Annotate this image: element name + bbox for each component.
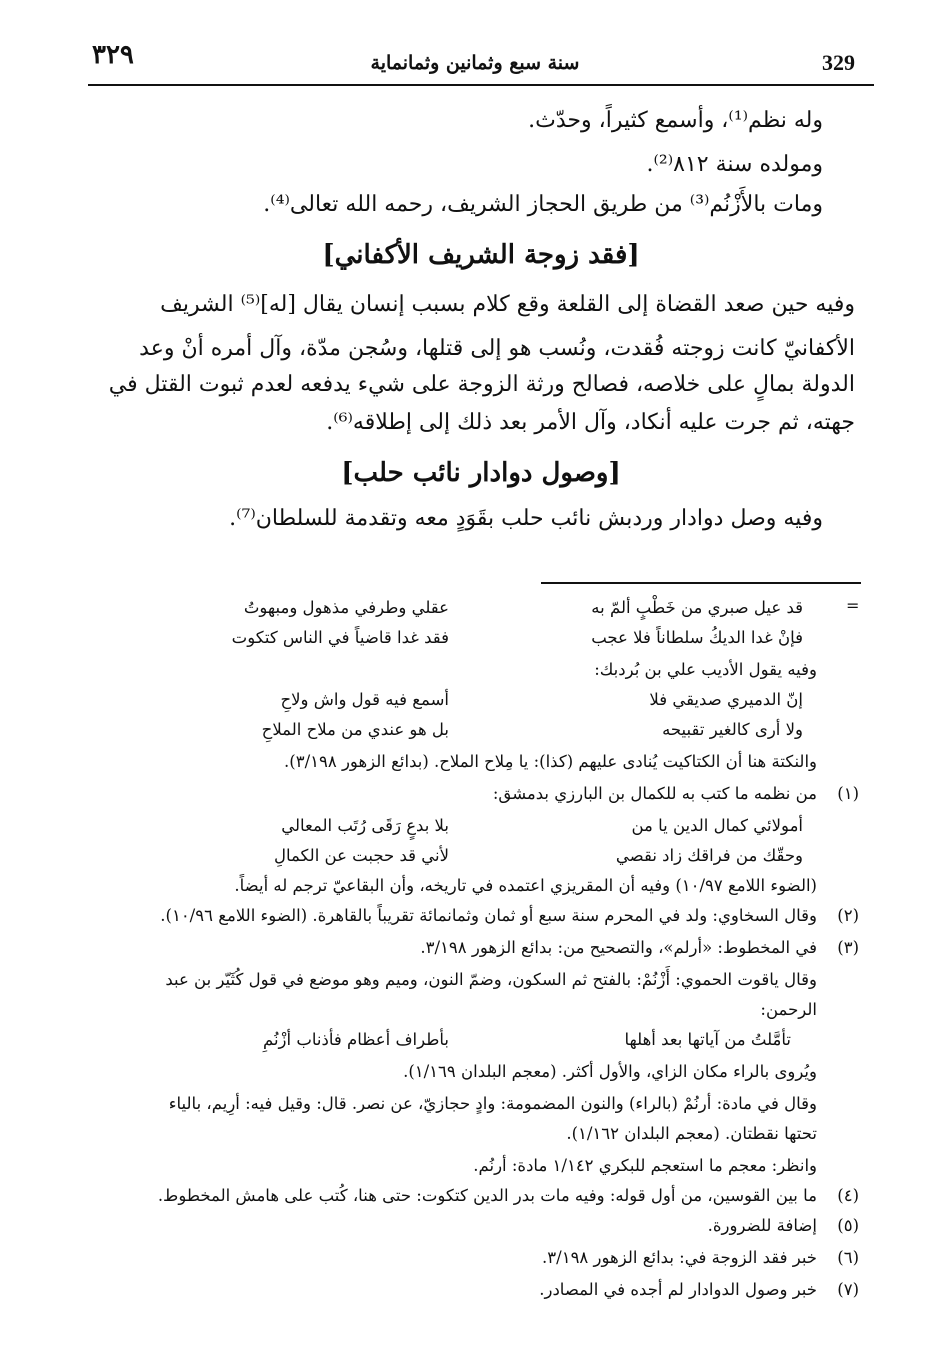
paragraph-line: وفيه حين صعد القضاة إلى القلعة وقع كلام بسبب إنسان يقال [له]⁽⁵⁾ الشريف xyxy=(160,292,855,317)
paragraph-line: وفيه وصل دوادار وردبش نائب حلب بقَوَدٍ معه وتقدمة للسلطان⁽⁷⁾. xyxy=(229,506,823,531)
body-line: ومولده سنة ٨١٢⁽²⁾. xyxy=(646,152,823,177)
footnote-number: (٧) xyxy=(837,1280,859,1299)
paragraph-line: جهته، ثم جرت عليه أنكاد، وآل الأمر بعد ذلك إلى إطلاقه⁽⁶⁾. xyxy=(326,410,855,435)
paragraph-line: الأكفانيّ كانت زوجته فُقدت، ونُسب هو إلى قتلها، وسُجن مدّة، وآل أمره أنْ وعد xyxy=(139,336,855,361)
footnote-text: في المخطوط: «أرلم»، والتصحيح من: بدائع الزهور ٣/١٩٨. xyxy=(420,938,817,957)
verse-hemistich: بل هو عندي من ملاح الملاحِ xyxy=(261,720,449,739)
footnote-text: إضافة للضرورة. xyxy=(707,1216,817,1235)
verse-hemistich: بأطراف أعظام فأذناب أزْنُمِ xyxy=(262,1030,449,1049)
verse-hemistich: لأني قد حجبت عن الكمالِ xyxy=(274,846,449,865)
footnote-number: (٦) xyxy=(837,1248,859,1267)
verse-hemistich: عقلي وطرفي مذهول ومبهوتُ xyxy=(243,598,449,617)
footnote-number: (٥) xyxy=(837,1216,859,1235)
footnote-line: وانظر: معجم ما استعجم للبكري ١/١٤٢ مادة: أرنُم. xyxy=(473,1156,817,1175)
footnote-rule xyxy=(541,582,861,584)
continuation-mark: = xyxy=(846,596,860,615)
footnote-number: (١) xyxy=(837,784,859,803)
running-title: سنة سبع وثمانين وثمانماية xyxy=(370,52,580,74)
body-line: ومات بالأَزْنُم⁽³⁾ من طريق الحجاز الشريف، رحمه الله تعالى⁽⁴⁾. xyxy=(263,192,823,217)
verse-hemistich: أمولائي كمال الدين يا من xyxy=(631,816,803,835)
verse-hemistich: فقد غدا قاضياً في الناس كتكوت xyxy=(231,628,449,647)
header-rule xyxy=(88,84,874,86)
body-line: وله نظم⁽¹⁾، وأسمع كثيراً، وحدّث. xyxy=(528,108,823,133)
verse-hemistich: بلا بدعٍ رَقَى رُتَب المعالي xyxy=(281,816,449,835)
verse-hemistich: قد عيل صبري من خَطْبٍ ألمّ به xyxy=(591,598,803,617)
page-number-latin: 329 xyxy=(822,50,855,75)
footnote-text: من نظمه ما كتب به للكمال بن البارزي بدمشق: xyxy=(492,784,817,803)
verse-hemistich: وحقّك من فراقك زاد نقصي xyxy=(615,846,803,865)
verse-hemistich: فإنْ غدا الديكُ سلطاناً فلا عجب xyxy=(591,628,803,647)
footnote-text: ما بين القوسين، من أول قوله: وفيه مات بدر الدين كتكوت: حتى هنا، كُتب على هامش المخطوط. xyxy=(157,1186,817,1205)
footnote-number: (٢) xyxy=(837,906,859,925)
footnote-text: خبر وصول الدوادار لم أجده في المصادر. xyxy=(539,1280,817,1299)
verse-hemistich: أسمع فيه قول واش ولاحِ xyxy=(280,690,449,709)
footnote-number: (٤) xyxy=(837,1186,859,1205)
paragraph-line: الدولة بمالٍ على خلاصه، فصالح ورثة الزوجة على شيء يدفعه لعدم ثبوت القتل في xyxy=(108,372,855,397)
footnote-text: خبر فقد الزوجة في: بدائع الزهور ٣/١٩٨. xyxy=(542,1248,817,1267)
section-heading: [فقد زوجة الشريف الأكفاني] xyxy=(322,240,640,270)
footnote-line: وقال في مادة: أرنُمْ (بالراء) والنون المضمومة: وادٍ حجازيّ، عن نصر. قال: وقيل فيه: أرِيم، بالياء xyxy=(168,1094,817,1113)
footnote-line: وقال ياقوت الحموي: أَزْنُمْ: بالفتح ثم السكون، وضمّ النون، وميم وهو موضع في قول كُثَيّر بن عبد xyxy=(165,970,817,989)
footnote-line: وفيه يقول الأديب علي بن بُردبك: xyxy=(594,660,817,679)
footnote-text: وقال السخاوي: ولد في المحرم سنة سبع أو ثمان وثمانمائة تقريباً بالقاهرة. (الضوء اللامع ١٠/٩٦). xyxy=(160,906,817,925)
verse-hemistich: إنّ الدميري صديقي فلا xyxy=(649,690,803,709)
page-number-arabic: ٣٢٩ xyxy=(92,40,134,70)
footnote-line: ويُروى بالراء مكان الزاي، والأول أكثر. (معجم البلدان ١/١٦٩). xyxy=(403,1062,817,1081)
section-heading: [وصول دوادار نائب حلب] xyxy=(341,458,621,488)
verse-hemistich: تأمَّلتُ من آياتها بعد أهلها xyxy=(624,1030,791,1049)
footnote-number: (٣) xyxy=(837,938,859,957)
footnote-line: (الضوء اللامع ١٠/٩٧) وفيه أن المقريزي اعتمده في تاريخه، وأن البقاعيّ ترجم له أيضاً. xyxy=(234,876,817,895)
verse-hemistich: ولا أرى كالغير تقبيحه xyxy=(662,720,803,739)
footnote-line: الرحمن: xyxy=(760,1000,817,1019)
footnote-line: تحتها نقطتان. (معجم البلدان ١/١٦٢). xyxy=(566,1124,817,1143)
footnote-line: والنكتة هنا أن الكتاكيت يُنادى عليهم (كذا): يا مِلاح الملاح. (بدائع الزهور ٣/١٩٨). xyxy=(284,752,817,771)
